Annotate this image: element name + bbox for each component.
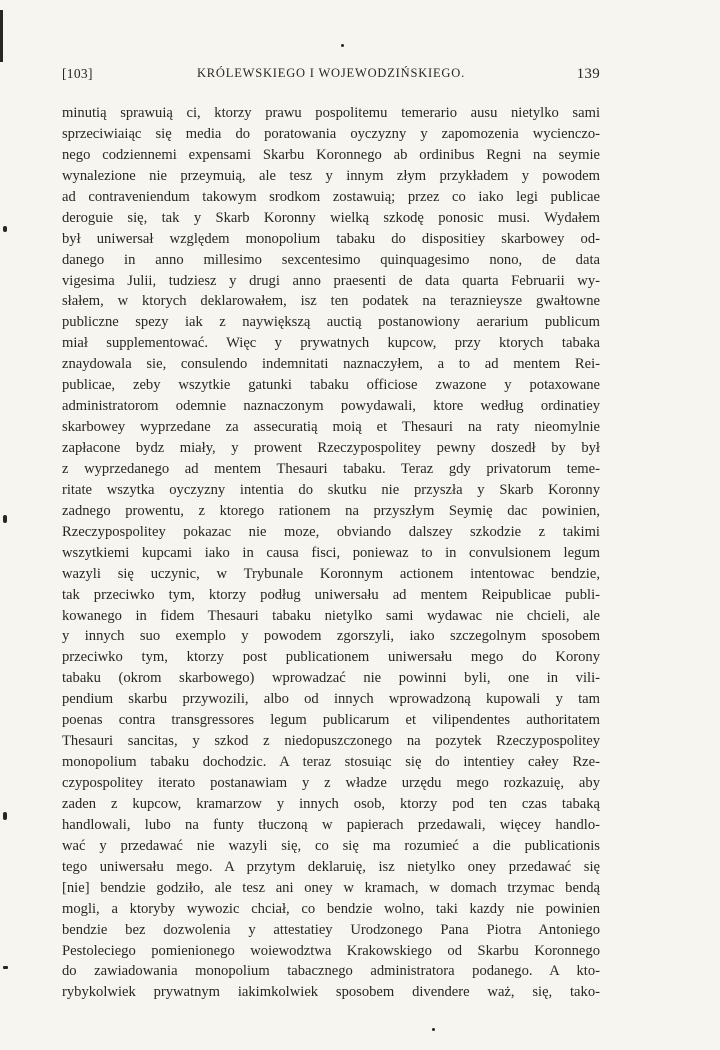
binding-edge-mark <box>0 10 3 62</box>
text-line: rybykolwiek prywatnym iakimkolwiek sposobem divendere waż, się, tako- <box>62 984 600 1001</box>
text-line: deroguie się, tak y Skarb Koronny wielką szkodę ponosic musi. Wydałem <box>62 209 600 226</box>
text-line: wazyli się uczynic, w Trybunale Koronnym actionem intentowac bendzie, <box>62 565 600 582</box>
text-line: słałem, w ktorych deklarowałem, isz ten podatek na teraznieysze gwałtowne <box>62 293 600 310</box>
text-line: wszytkiemi kupcami iako in causa fisci, poniewaz to in convulsionem legum <box>62 544 600 561</box>
text-line: [nie] bendzie godziło, ale tesz ani oney w kramach, w domach trzymac bendą <box>62 879 600 896</box>
text-line: ad contraveniendum takowym srodkom zostawuią; przez co iako legi publicae <box>62 188 600 205</box>
text-line: zapłacone bydz miały, y prowent Rzeczypospolitey pewny doszedł by był <box>62 440 600 456</box>
text-line: tabaku (okrom skarbowego) wprowadzać nie powinni byli, one in vili- <box>62 670 600 687</box>
text-line: Thesauri sancitas, y szkod z niedopuszczonego na pozytek Rzeczypospolitey <box>62 733 600 750</box>
text-line: przeciwko tym, ktorzy post publicationem uniwersału mego do Korony <box>62 649 600 666</box>
page-number: 139 <box>576 66 600 82</box>
text-line: wać y przedawać nie wazyli się, co się ma rozumieć a die publicationis <box>62 837 600 854</box>
text-line: do zawiadowania monopolium tabacznego administratora podanego. A kto- <box>62 963 600 980</box>
text-line: administratorom odemnie naznaczonym powydawali, ktore według ordinatiey <box>62 398 600 415</box>
text-line: sprzeciwiaiąc się media do poratowania oyczyzny y zapomozenia wycienczo- <box>62 125 600 142</box>
body-text <box>62 103 600 1003</box>
text-line: y innych suo exemplo y powodem zgorszyli, iako szczegolnym sposobem <box>62 628 600 645</box>
text-line: minutią sprawuią ci, ktorzy prawu pospolitemu temerario ausu nietylko sami <box>62 105 600 121</box>
text-line: zadnego prowentu, z ktorego rationem na przyszłym Seymię dac powinien, <box>62 502 600 519</box>
page-reference: [103] <box>62 66 93 81</box>
text-line: kowanego in fidem Thesauri tabaku nietylko sami wydawac nie chcieli, ale <box>62 607 600 624</box>
margin-speck <box>3 515 7 523</box>
text-line: tego uniwersału mego. A przytym deklaruię, isz nietylko oney przedawać się <box>62 858 600 875</box>
text-line: Pestoleciego pomienionego woiewodztwa Krakowskiego od Skarbu Koronnego <box>62 942 600 959</box>
text-line: z wyprzedanego ad mentem Thesauri tabaku. Teraz gdy privatorum teme- <box>62 460 600 477</box>
text-line: ritate wszytka oyczyzny intentia do skutku nie przyszła y Skarb Koronny <box>62 481 600 498</box>
text-line: czypospolitey iterato postanawiam y z władze urzędu mego rozkazuię, aby <box>62 775 600 791</box>
text-line: nego codziennemi expensami Skarbu Koronnego ab ordinibus Regni na seymie <box>62 146 600 163</box>
text-line: monopolium tabaku dochodzic. A teraz stosuiąc się do intentiey całey Rze- <box>62 754 600 771</box>
print-speck <box>432 1028 435 1031</box>
running-header <box>62 66 600 86</box>
margin-speck <box>3 966 8 969</box>
running-title: KRÓLEWSKIEGO I WOJEWODZIŃSKIEGO. <box>196 66 466 80</box>
print-speck <box>341 44 344 47</box>
text-line: bendzie bez dozwolenia y attestatiey Urodzonego Pana Piotra Antoniego <box>62 921 600 938</box>
margin-speck <box>3 812 7 820</box>
text-line: znaydowala sie, consulendo indemnitati naznaczyłem, a to ad mentem Rei- <box>62 356 600 373</box>
text-line: mogli, a ktoryby wywozic chciał, co bendzie wolno, taki kazdy nie powinien <box>62 900 600 917</box>
text-line: pendium skarbu przywozili, albo od innych wprowadzoną kupowali y tam <box>62 691 600 708</box>
text-line: poenas contra transgressores legum publicarum et vilipendentes authoritatem <box>62 712 600 729</box>
text-line: skarbowey wyprzedane za assecuratią moią et Thesauri na raty nieomylnie <box>62 419 600 436</box>
text-line: publicae, zeby wszytkie gatunki tabaku officiose zwazone y potaxowane <box>62 377 600 394</box>
text-line: Rzeczypospolitey pokazac nie moze, obviando dalszey szkodzie z takimi <box>62 523 600 540</box>
text-line: miał supplementować. Więc y prywatnych kupcow, przy ktorych tabaka <box>62 335 600 352</box>
margin-speck <box>3 226 7 232</box>
text-line: tak przeciwko tym, ktorzy podług uniwersału ad mentem Reipublicae publi- <box>62 586 600 603</box>
text-line: publiczne spezy iak z naywiększą auctią postanowiony aerarium publicum <box>62 314 600 331</box>
text-line: vigesima Julii, tudziesz y drugi anno praesenti de data quarta Februarii wy- <box>62 272 600 289</box>
text-line: był uniwersał względem monopolium tabaku do dispositiey skarbowey od- <box>62 230 600 247</box>
text-line: handlowali, lubo na funty tłuczoną w papierach przedawali, więcey handlo- <box>62 816 600 833</box>
text-line: wynalezione nie przeymuią, ale tesz y innym złym przykładem y powodem <box>62 167 600 184</box>
text-line: danego in anno millesimo sexcentesimo quinquagesimo nono, de data <box>62 251 600 268</box>
text-line: zaden z kupcow, kramarzow y innych osob, ktorzy pod ten czas tabaką <box>62 795 600 812</box>
